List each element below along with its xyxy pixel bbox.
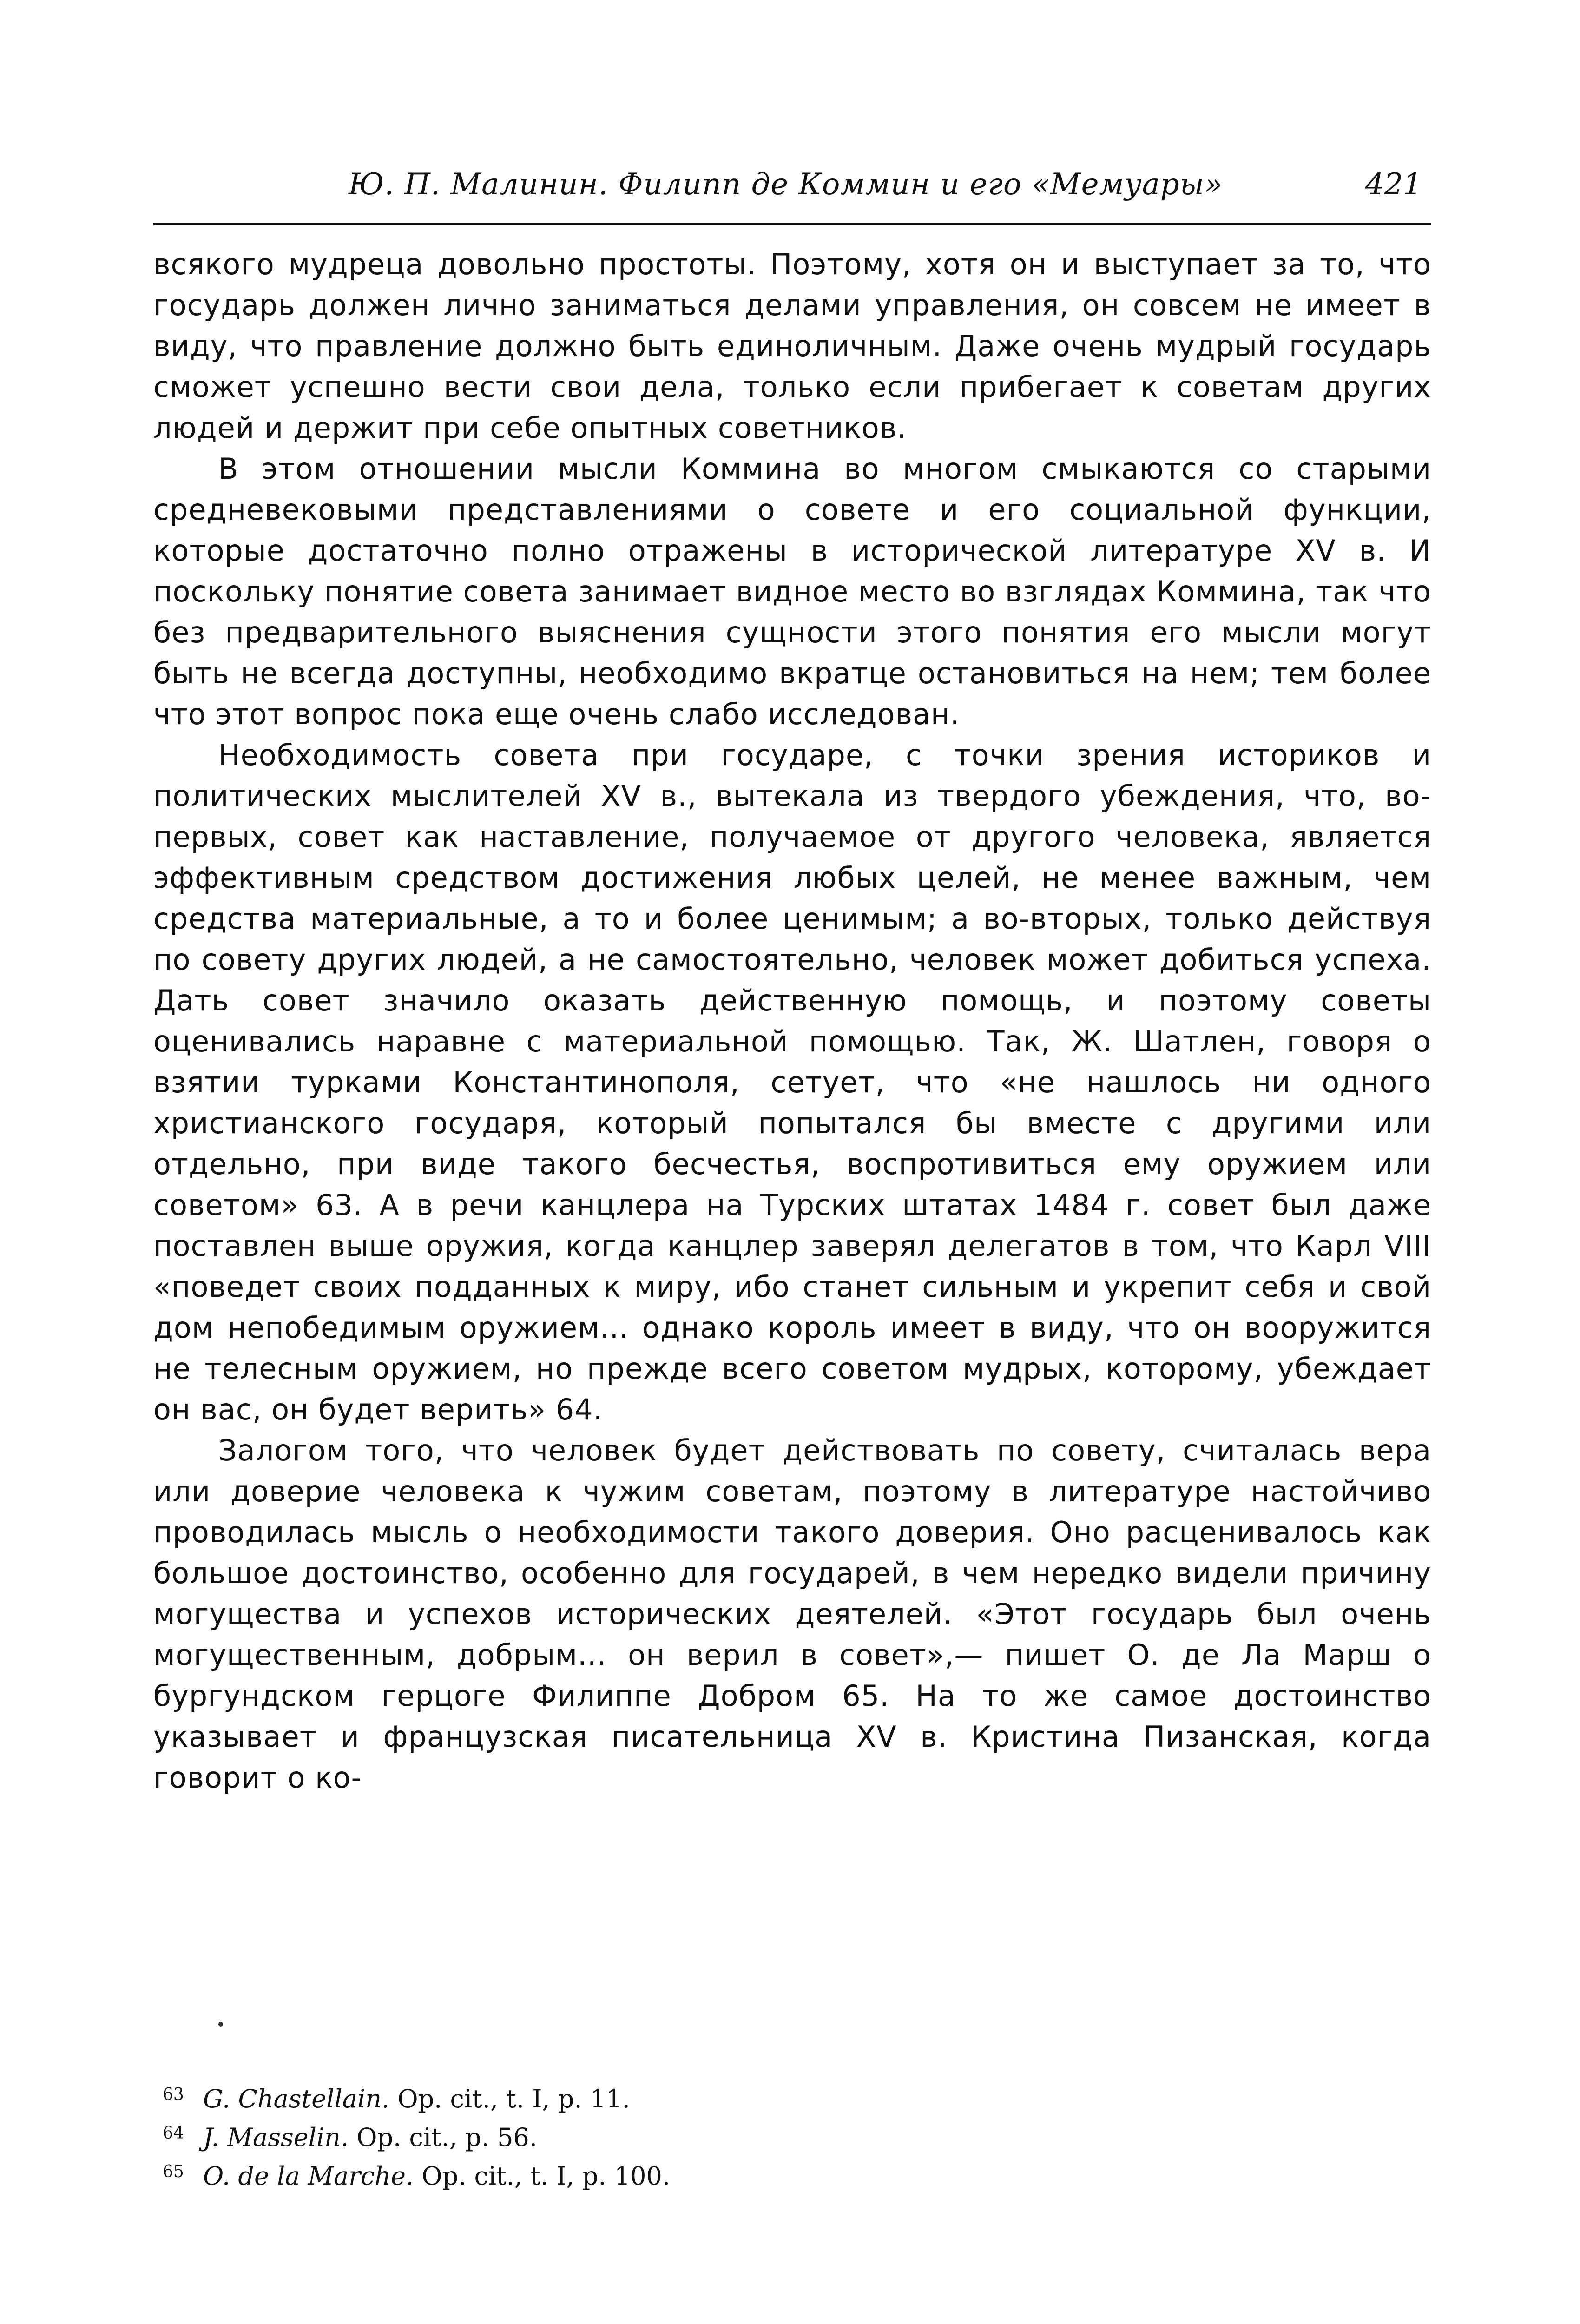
footnote-number: 64: [163, 2124, 184, 2143]
footnote-reference: Op. cit., t. I, p. 100.: [421, 2161, 671, 2191]
paragraph: всякого мудреца довольно простоты. Поэтому, хотя он и выступает за то, что государь должен лично заниматься делами управления, он совсем не имеет в виду, что правление должно быть единоличным. Даже очень мудрый государь сможет успешно вести свои дела, только если прибегает к советам других людей и держит при себе опытных советников.: [153, 247, 1431, 445]
footnote: [163, 2155, 1231, 2193]
paragraph: Залогом того, что человек будет действовать по совету, считалась вера или доверие человека к чужим советам, поэтому в литературе настойчиво проводилась мысль о необходимости такого доверия. Оно расценивалось как большое достоинство, особенно для государей, в чем нередко видели причину могущества и успехов исторических деятелей. «Этот государь был очень могущественным, добрым... он верил в совет»,— пишет О. де Ла Марш о бургундском герцоге Филиппе Добром 65. На то же самое достоинство указывает и французская писательница XV в. Кристина Пизанская, когда говорит о ко-: [153, 1433, 1431, 1795]
footnote-author: G. Chastellain.: [203, 2084, 390, 2113]
body-text: [153, 244, 1431, 1798]
footnote-author: J. Masselin.: [203, 2123, 349, 2152]
footnote-author: O. de la Marche.: [203, 2161, 414, 2191]
footnote: [163, 2116, 1231, 2155]
footnote-reference: Op. cit., t. I, p. 11.: [397, 2084, 630, 2113]
paragraph: Необходимость совета при государе, с точки зрения историков и политических мыслителей XV в., вытекала из твердого убеждения, что, во-первых, совет как наставление, получаемое от другого человека, является эффективным средством достижения любых целей, не менее важным, чем средства материальные, а то и более ценимым; а во-вторых, только действуя по совету других людей, а не самостоятельно, человек может добиться успеха. Дать совет значило оказать действенную помощь, и поэтому советы оценивались наравне с материальной помощью. Так, Ж. Шатлен, говоря о взятии турками Константинополя, сетует, что «не нашлось ни одного христианского государя, который попытался бы вместе с другими или отдельно, при виде такого бесчестья, воспротивиться ему оружием или советом» 63. А в речи канцлера на Турских штатах 1484 г. совет был даже поставлен выше оружия, когда канцлер заверял делегатов в том, что Карл VIII «поведет своих подданных к миру, ибо станет сильным и укрепит себя и свой дом непобедимым оружием... однако король имеет в виду, что он вооружится не телесным оружием, но прежде всего советом мудрых, которому, убеждает он вас, он будет верить» 64.: [153, 738, 1431, 1426]
page-number: 421: [1365, 167, 1422, 202]
footnote-number: 63: [163, 2085, 184, 2104]
footnote: [163, 2078, 1231, 2116]
running-title: Ю. П. Малинин. Филипп де Коммин и его «Мемуары»: [349, 167, 1224, 202]
stray-ink-mark: [218, 2022, 223, 2027]
footnote-number: 65: [163, 2162, 184, 2181]
book-page: [153, 153, 1431, 2245]
footnote-reference: Op. cit., p. 56.: [356, 2123, 537, 2152]
running-header: [153, 153, 1431, 225]
footnotes: [163, 2078, 1231, 2193]
paragraph: В этом отношении мысли Коммина во многом смыкаются со старыми средневековыми представлениями о совете и его социальной функции, которые достаточно полно отражены в исторической литературе XV в. И поскольку понятие совета занимает видное место во взглядах Коммина, так что без предварительного выяснения сущности этого понятия его мысли могут быть не всегда доступны, необходимо вкратце остановиться на нем; тем более что этот вопрос пока еще очень слабо исследован.: [153, 452, 1431, 731]
